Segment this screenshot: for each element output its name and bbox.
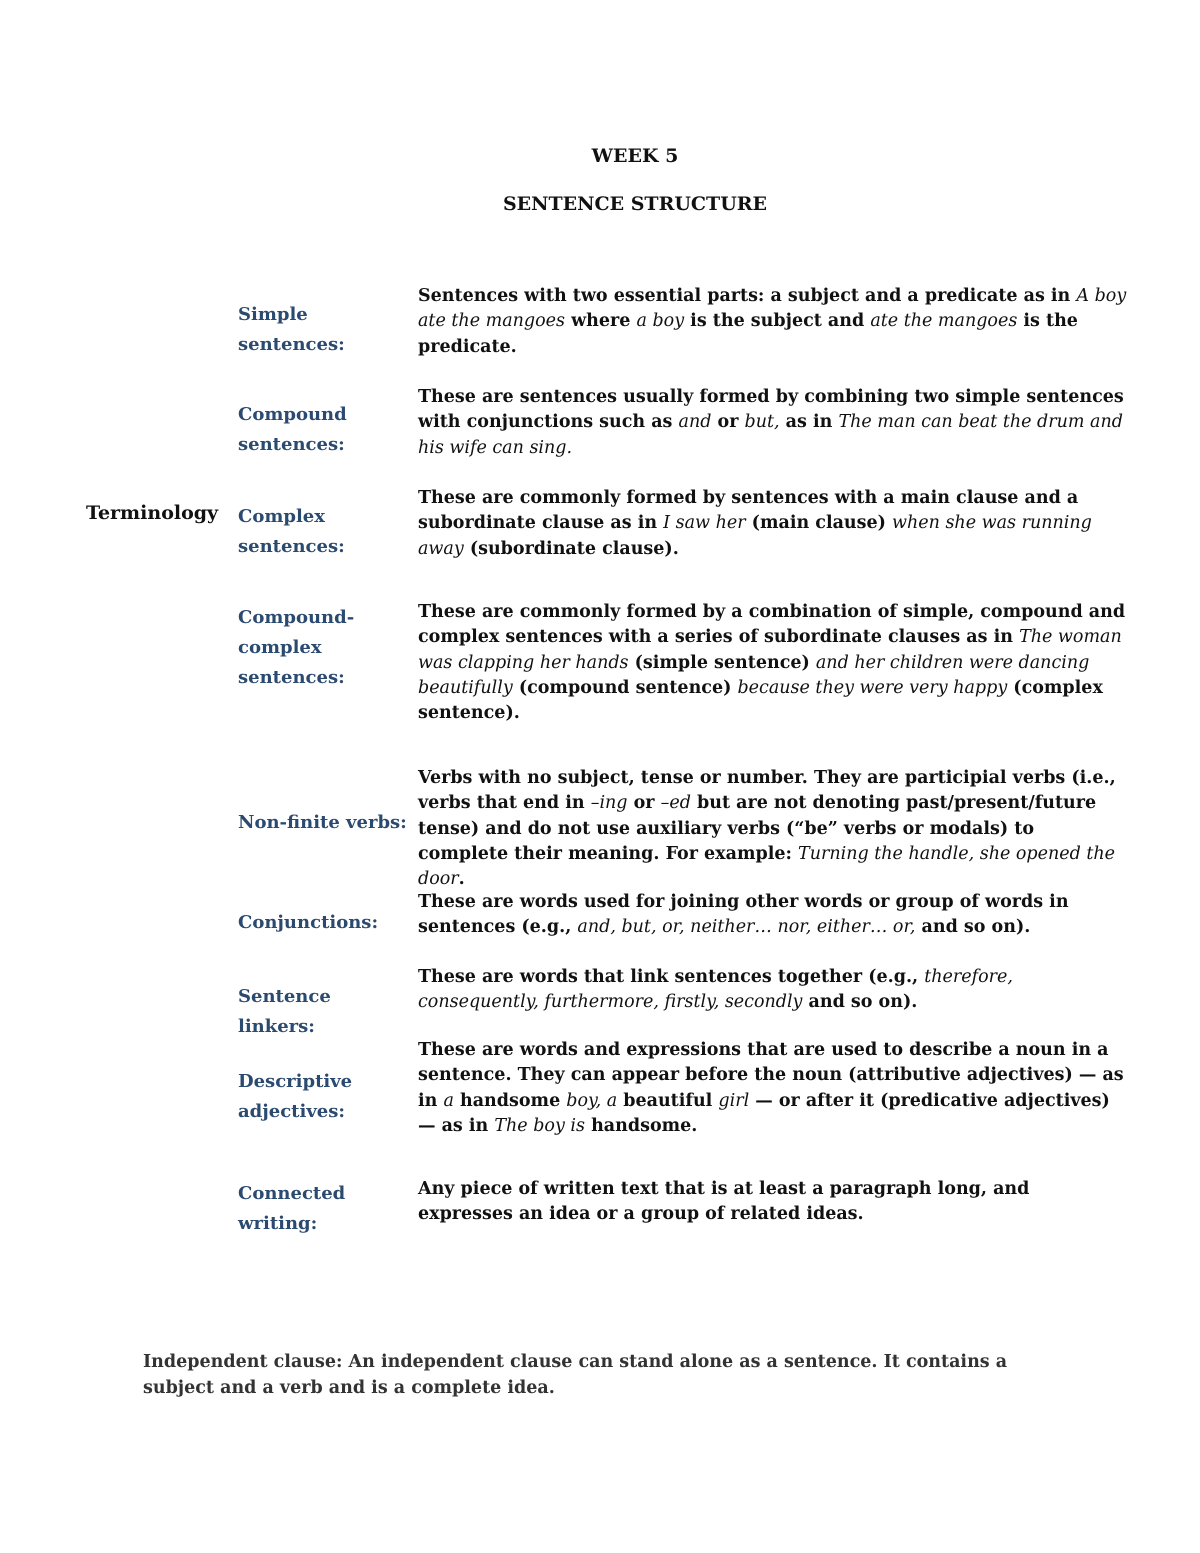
definition-complex-sentences: These are commonly formed by sentences with a main clause and a subordinate clause as in I saw her (main clause) when she was running away (subordinate clause). (418, 488, 1092, 559)
term-compound-sentences: Compound sentences: (238, 404, 347, 455)
term-descriptive-adjectives: Descriptive adjectives: (238, 1071, 353, 1122)
definition-compound-complex-sentences: These are commonly formed by a combination of simple, compound and complex sentences with a series of subordinate clauses as in The woman was clapping her hands (simple sentence) and her children were dancing beautifully (compound sentence) because they were very happy (complex sentence). (418, 602, 1126, 724)
independent-clause-note: Independent clause: An independent clause can stand alone as a sentence. It contains a subject and a verb and is a complete idea. (143, 1352, 1008, 1398)
definition-connected-writing: Any piece of written text that is at least a paragraph long, and expresses an idea or a group of related ideas. (418, 1179, 1030, 1225)
definition-compound-sentences: These are sentences usually formed by combining two simple sentences with conjunctions such as and or but, as in The man can beat the drum and his wife can sing. (418, 387, 1124, 458)
definition-conjunctions: These are words used for joining other words or group of words in sentences (e.g., and, but, or, neither… nor, either… or, and so on). (418, 892, 1069, 938)
page-title: SENTENCE STRUCTURE (502, 193, 768, 215)
term-non-finite-verbs: Non-finite verbs: (238, 812, 407, 833)
term-simple-sentences: Simple sentences: (238, 304, 345, 355)
definition-descriptive-adjectives: These are words and expressions that are used to describe a noun in a sentence. They can appear before the noun (attributive adjectives) — as in a handsome boy, a beautiful girl — or after it (predicative adjectives) — as in The boy is handsome. (418, 1040, 1124, 1136)
week-heading: WEEK 5 (591, 145, 679, 167)
term-connected-writing: Connected writing: (238, 1183, 346, 1234)
term-complex-sentences: Complex sentences: (238, 506, 345, 557)
term-sentence-linkers: Sentence linkers: (238, 986, 331, 1037)
definition-simple-sentences: Sentences with two essential parts: a subject and a predicate as in A boy ate the mangoes where a boy is the subject and ate the mangoes is the predicate. (418, 286, 1127, 357)
term-compound-complex-sentences: Compound-complex sentences: (238, 607, 355, 688)
term-conjunctions: Conjunctions: (238, 912, 379, 933)
definition-sentence-linkers: These are words that link sentences together (e.g., therefore, consequently, furthermore, firstly, secondly and so on). (418, 967, 1013, 1013)
definition-non-finite-verbs: Verbs with no subject, tense or number. They are participial verbs (i.e., verbs that end in –ing or –ed but are not denoting past/present/future tense) and do not use auxiliary verbs (“be” verbs or modals) to complete their meaning. For example: Turning the handle, she opened the door. (418, 768, 1116, 890)
terminology-label: Terminology (86, 502, 219, 524)
